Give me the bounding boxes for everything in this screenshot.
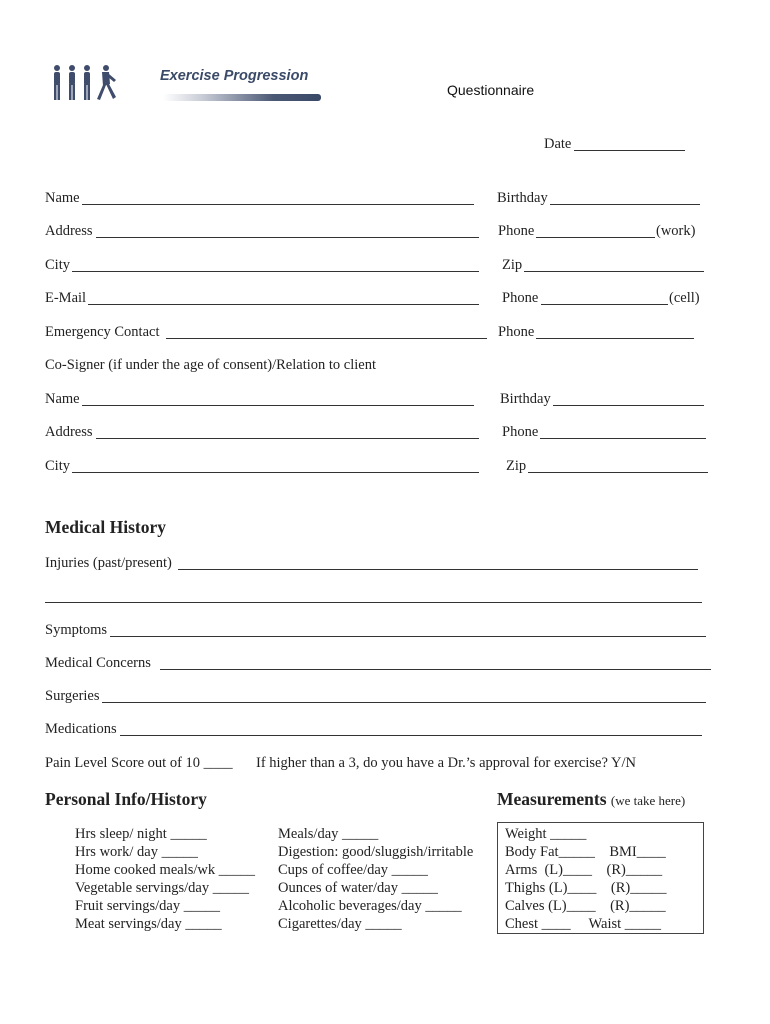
- cosigner-address-field[interactable]: [96, 438, 479, 439]
- digestion-field[interactable]: Digestion: good/sluggish/irritable: [278, 844, 474, 860]
- cosigner-phone-field[interactable]: [540, 438, 706, 439]
- medications-label: Medications: [45, 721, 117, 737]
- email-label: E-Mail: [45, 290, 87, 306]
- cosigner-zip-field[interactable]: [528, 472, 708, 473]
- measurements-list: [505, 825, 667, 933]
- injuries-field[interactable]: [178, 569, 698, 570]
- meat-servings-field[interactable]: Meat servings/day _____: [75, 916, 222, 932]
- cigarettes-field[interactable]: Cigarettes/day _____: [278, 916, 402, 932]
- city-field[interactable]: [72, 271, 479, 272]
- measurements-title: Measurements: [497, 789, 607, 809]
- medical-history-heading: Medical History: [45, 517, 167, 537]
- brand-underline-bar: [163, 94, 321, 101]
- cosigner-city-field[interactable]: [72, 472, 479, 473]
- medical-concerns-label: Medical Concerns: [45, 655, 151, 671]
- cosigner-birthday-label: Birthday: [500, 391, 551, 407]
- birthday-field[interactable]: [550, 204, 700, 205]
- water-ounces-field[interactable]: Ounces of water/day _____: [278, 880, 438, 896]
- surgeries-field[interactable]: [102, 702, 706, 703]
- phone-cell-label: Phone: [502, 290, 539, 306]
- phone-cell-field[interactable]: [541, 304, 668, 305]
- vegetable-servings-field[interactable]: Vegetable servings/day _____: [75, 880, 249, 896]
- body-fat-bmi-field[interactable]: Body Fat_____ BMI____: [505, 844, 666, 860]
- alcoholic-beverages-field[interactable]: Alcoholic beverages/day _____: [278, 898, 462, 914]
- fruit-servings-field[interactable]: Fruit servings/day _____: [75, 898, 220, 914]
- measurements-heading: [497, 789, 685, 810]
- name-label: Name: [45, 190, 80, 206]
- phone-cell-suffix: (cell): [669, 290, 700, 306]
- cosigner-name-label: Name: [45, 391, 80, 407]
- page-title: Questionnaire: [447, 82, 535, 98]
- cosigner-address-label: Address: [45, 424, 93, 440]
- pain-level-field[interactable]: Pain Level Score out of 10 ____: [45, 755, 233, 771]
- medications-field[interactable]: [120, 735, 702, 736]
- injuries-field-continued[interactable]: [45, 602, 702, 603]
- surgeries-label: Surgeries: [45, 688, 100, 704]
- cosigner-heading: Co-Signer (if under the age of consent)/Relation to client: [45, 357, 376, 373]
- cosigner-city-label: City: [45, 458, 70, 474]
- emergency-contact-label: Emergency Contact: [45, 324, 160, 340]
- personal-info-column-2: [278, 825, 473, 933]
- cosigner-zip-label: Zip: [506, 458, 527, 474]
- address-label: Address: [45, 223, 93, 239]
- home-cooked-meals-field[interactable]: Home cooked meals/wk _____: [75, 862, 256, 878]
- weight-field[interactable]: Weight _____: [505, 826, 587, 842]
- cosigner-phone-label: Phone: [502, 424, 539, 440]
- personal-info-heading: Personal Info/History: [45, 789, 207, 809]
- date-field[interactable]: [574, 150, 685, 151]
- personal-info-column-1: [75, 825, 255, 933]
- phone-work-field[interactable]: [536, 237, 655, 238]
- arms-field[interactable]: Arms (L)____ (R)_____: [505, 862, 663, 878]
- city-label: City: [45, 257, 70, 273]
- injuries-label: Injuries (past/present): [45, 555, 172, 571]
- address-field[interactable]: [96, 237, 479, 238]
- sleep-hours-field[interactable]: Hrs sleep/ night _____: [75, 826, 207, 842]
- date-label: Date: [544, 136, 572, 152]
- thighs-field[interactable]: Thighs (L)____ (R)_____: [505, 880, 667, 896]
- cosigner-birthday-field[interactable]: [553, 405, 704, 406]
- runner-figures-logo-icon: [50, 64, 122, 102]
- work-hours-field[interactable]: Hrs work/ day _____: [75, 844, 198, 860]
- emergency-phone-label: Phone: [498, 324, 535, 340]
- name-field[interactable]: [82, 204, 474, 205]
- symptoms-label: Symptoms: [45, 622, 108, 638]
- chest-waist-field[interactable]: Chest ____ Waist _____: [505, 916, 662, 932]
- emergency-phone-field[interactable]: [536, 338, 694, 339]
- zip-field[interactable]: [524, 271, 704, 272]
- phone-work-label: Phone: [498, 223, 535, 239]
- symptoms-field[interactable]: [110, 636, 706, 637]
- coffee-cups-field[interactable]: Cups of coffee/day _____: [278, 862, 428, 878]
- birthday-label: Birthday: [497, 190, 548, 206]
- medical-concerns-field[interactable]: [160, 669, 711, 670]
- zip-label: Zip: [502, 257, 523, 273]
- emergency-contact-field[interactable]: [166, 338, 487, 339]
- phone-work-suffix: (work): [656, 223, 696, 239]
- email-field[interactable]: [88, 304, 479, 305]
- meals-per-day-field[interactable]: Meals/day _____: [278, 826, 379, 842]
- calves-field[interactable]: Calves (L)____ (R)_____: [505, 898, 666, 914]
- brand-name: Exercise Progression: [160, 68, 309, 84]
- doctor-approval-question[interactable]: If higher than a 3, do you have a Dr.’s approval for exercise? Y/N: [256, 755, 636, 771]
- cosigner-name-field[interactable]: [82, 405, 474, 406]
- measurements-note: (we take here): [610, 793, 686, 808]
